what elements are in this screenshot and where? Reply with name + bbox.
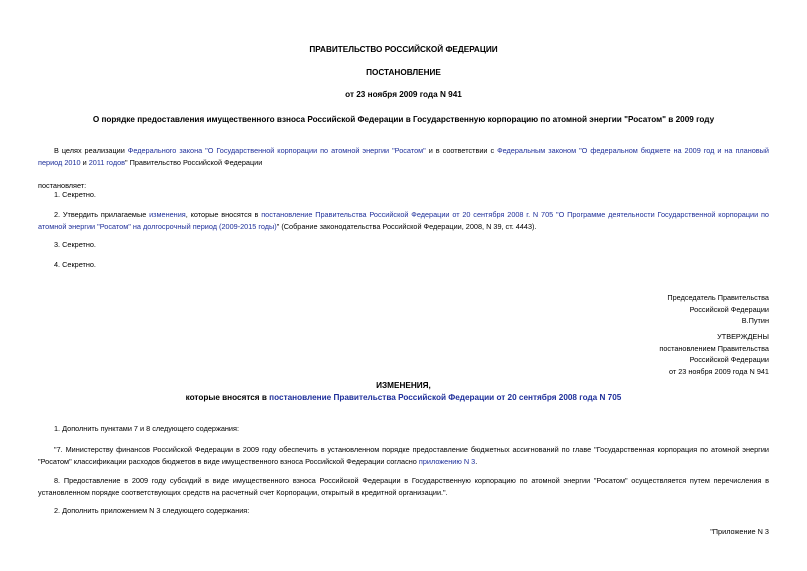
- appendix-label: "Приложение N 3: [710, 527, 769, 536]
- approved-by: постановлением Правительства: [659, 343, 769, 353]
- signature-name: В.Путин: [741, 316, 769, 325]
- signature-block: [667, 292, 769, 327]
- changes-subtitle-text: которые вносятся в: [185, 393, 270, 402]
- resolution-705-title-link[interactable]: постановление Правительства Российской Федерации от 20 сентября 2008 года N 705: [269, 393, 622, 402]
- law-rosatom-link[interactable]: Федерального закона "О Государственной корпорации по атомной энергии "Росатом": [127, 146, 426, 155]
- preamble-text: " Правительство Российской Федерации: [125, 157, 263, 167]
- document-title: О порядке предоставления имущественного взноса Российской Федерации в Государственную корпорацию по атомной энергии "Росатом" в 2009 году: [92, 115, 715, 124]
- approved-block: [659, 331, 769, 377]
- changes-item-1: 1. Дополнить пунктами 7 и 8 следующего содержания:: [54, 424, 239, 433]
- changes-title: ИЗМЕНЕНИЯ,: [376, 381, 431, 390]
- postanovlyaet-text: постановляет:: [38, 181, 87, 190]
- item-3: 3. Секретно.: [54, 240, 96, 249]
- item-1: 1. Секретно.: [54, 190, 96, 199]
- document-type: ПОСТАНОВЛЕНИЕ: [366, 68, 441, 77]
- preamble-text: В целях реализации: [54, 146, 128, 155]
- appendix-3-link[interactable]: приложению N 3: [418, 456, 476, 466]
- preamble-text: и: [80, 157, 89, 167]
- changes-point-8: 8. Предоставление в 2009 году субсидий в виде имущественного взноса Российской Федерации в Государственную корпорацию по атомной энергии "Росатом" осуществляется путем перечисления в установленном порядке соответствующих средств на расчетный счет Корпорации, открытый в кредитной организации.".: [38, 476, 769, 497]
- item-2-text: 2. Утвердить прилагаемые: [54, 210, 150, 219]
- signature-position: Председатель Правительства: [667, 293, 769, 302]
- item-2: [38, 209, 769, 232]
- resolution-705-link[interactable]: постановление Правительства Российской Федерации от 20 сентября 2008 г. N 705 "О Программе деятельности Государственной корпорации по атомной энергии "Росатом" на долгосрочный период (2009-2015 годы): [38, 210, 769, 231]
- point-7-text: "7. Министерству финансов Российской Федерации в 2009 году обеспечить в установленном порядке предоставление бюджетных ассигнований по главе "Государственная корпорация по атомной энергии "Росатом" классификации расходов бюджетов в виде имущественного взноса Российской Федерации согласно: [38, 445, 769, 466]
- item-2-text: " (Собрание законодательства Российской Федерации, 2008, N 39, ст. 4443).: [276, 221, 537, 231]
- budget-law-2011-link[interactable]: 2011 годов: [88, 157, 126, 167]
- signature-country: Российской Федерации: [689, 304, 769, 314]
- approved-title: УТВЕРЖДЕНЫ: [717, 332, 769, 341]
- government-heading: ПРАВИТЕЛЬСТВО РОССИЙСКОЙ ФЕДЕРАЦИИ: [309, 45, 498, 54]
- budget-law-link[interactable]: Федеральным законом "О федеральном бюджете на 2009 год и на плановый период 2010: [38, 146, 770, 167]
- changes-link[interactable]: изменения: [149, 210, 186, 219]
- preamble-text: и в соответствии с: [425, 146, 498, 155]
- preamble-paragraph: [38, 145, 769, 168]
- document-date-number: от 23 ноября 2009 года N 941: [345, 90, 462, 99]
- changes-point-7: [38, 444, 769, 467]
- approved-date: от 23 ноября 2009 года N 941: [668, 366, 769, 376]
- item-2-text: , которые вносятся в: [185, 210, 262, 219]
- changes-item-2: 2. Дополнить приложением N 3 следующего содержания:: [54, 506, 250, 515]
- item-4: 4. Секретно.: [54, 260, 96, 269]
- changes-subtitle: [0, 393, 807, 402]
- approved-country: Российской Федерации: [689, 355, 769, 364]
- point-7-text: .: [475, 456, 478, 466]
